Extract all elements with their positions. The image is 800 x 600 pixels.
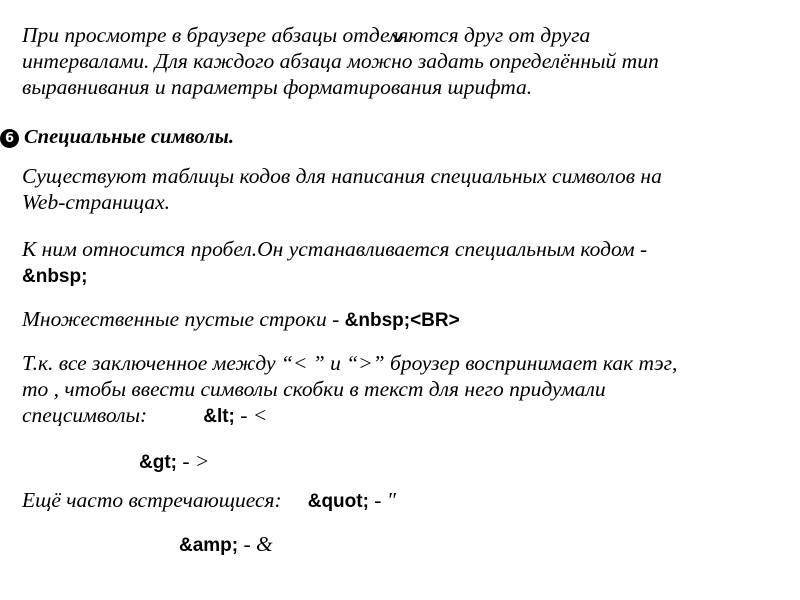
- section-number-badge: 6: [0, 129, 19, 148]
- paragraph1-line3: выравнивания и параметры форматирования шрифта.: [22, 75, 533, 99]
- paragraph5-line3-text: спецсимволы:: [22, 403, 148, 427]
- paragraph5-line2: то , чтобы ввести символы скобки в текст для него придумали: [22, 377, 606, 401]
- lt-code: &lt;: [203, 406, 235, 427]
- nbsp-code: &nbsp;: [22, 266, 88, 287]
- paragraph4-text: Множественные пустые строки -: [22, 307, 345, 331]
- paragraph4: [22, 306, 782, 334]
- amp-result: - &: [238, 532, 273, 556]
- lt-result: - <: [234, 403, 268, 427]
- section-title: Специальные символы.: [24, 126, 234, 148]
- paragraph2-line1: Существуют таблицы кодов для написания специальных символов на: [22, 164, 662, 188]
- nbsp-br-code: &nbsp;<BR>: [344, 310, 460, 331]
- quot-result: - ": [368, 488, 396, 512]
- paragraph2-line2: Web-страницах.: [22, 190, 171, 214]
- gt-result: - >: [176, 449, 210, 473]
- section-heading: [0, 124, 234, 150]
- paragraph1-line2: интервалами. Для каждого абзаца можно задать определённый тип: [22, 49, 659, 73]
- amp-line: [179, 531, 800, 559]
- paragraph3-line1: К ним относится пробел.Он устанавливается специальным кодом -: [22, 237, 648, 261]
- paragraph5-line1: Т.к. все заключенное между “< ” и “>” броузер воспринимает как тэг,: [22, 351, 678, 375]
- gt-line: [139, 448, 800, 476]
- gt-code: &gt;: [139, 452, 177, 473]
- quot-code: &quot;: [307, 491, 369, 512]
- amp-code: &amp;: [179, 535, 239, 556]
- paragraph3-code-line: [22, 262, 782, 290]
- paragraph1-line1: При просмотре в браузере абзацы отделяются друг от друга: [22, 23, 591, 47]
- paragraph6: [22, 487, 782, 515]
- paragraph5-line3: [22, 402, 782, 430]
- paragraph6-text: Ещё часто встречающиеся:: [22, 488, 282, 512]
